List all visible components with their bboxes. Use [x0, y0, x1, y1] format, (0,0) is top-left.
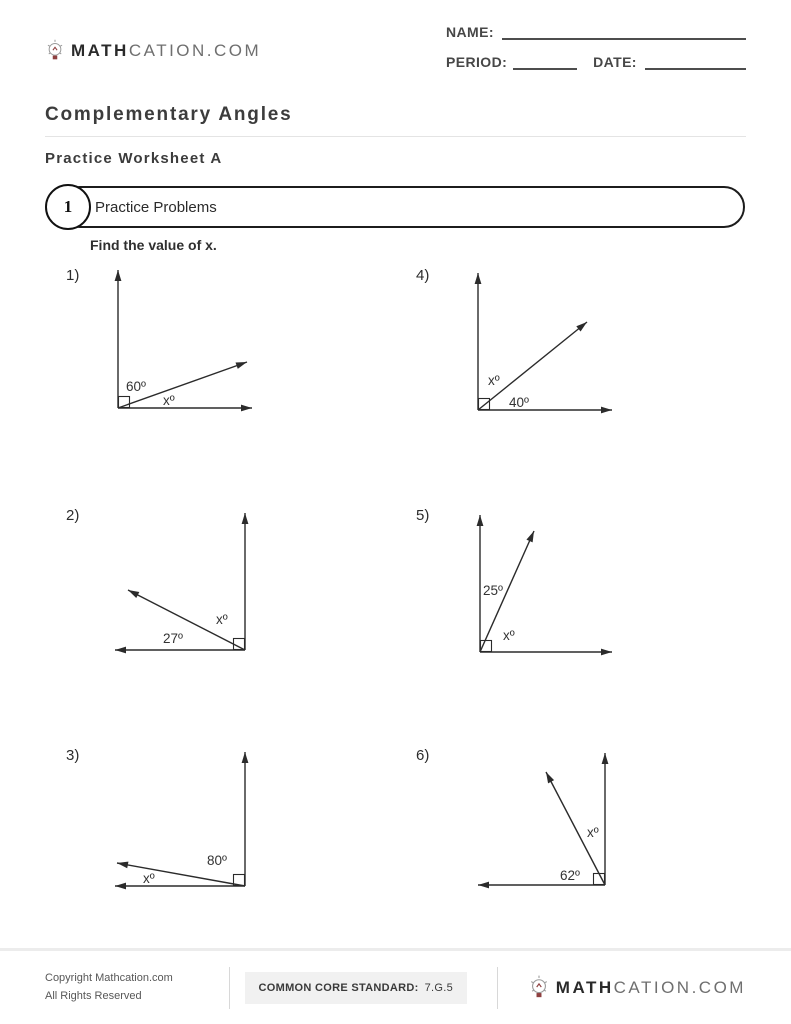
footer [0, 948, 791, 1024]
angle-diagram [410, 505, 760, 740]
problem-number: 5) [416, 507, 430, 524]
angle-label: xº [163, 393, 175, 408]
standard-label: COMMON CORE STANDARD: [258, 981, 419, 994]
footer-divider-left [229, 967, 230, 1009]
angle-label: xº [143, 871, 155, 886]
brand-light: CATION.COM [128, 41, 262, 60]
problem-number: 2) [66, 507, 80, 524]
brand-bold: MATH [555, 977, 614, 997]
lightbulb-icon [45, 38, 65, 64]
page-subtitle: Practice Worksheet A [45, 150, 223, 167]
angle-label: 25º [483, 583, 503, 598]
section-number: 1 [63, 197, 73, 216]
name-blank-line[interactable] [502, 25, 746, 40]
problems-grid [60, 265, 760, 985]
brand-bold: MATH [71, 41, 129, 60]
lightbulb-icon [528, 974, 550, 1002]
problem-number: 1) [66, 267, 80, 284]
brand-wordmark [556, 978, 746, 998]
page-title: Complementary Angles [45, 104, 293, 125]
angle-diagram [60, 505, 410, 740]
header-logo [45, 38, 261, 64]
copyright-line1: Copyright Mathcation.com [45, 972, 173, 985]
copyright [45, 970, 229, 1004]
angle-label: xº [488, 373, 500, 388]
angle-diagram [410, 745, 760, 980]
problem-number: 4) [416, 267, 430, 284]
date-label: DATE: [593, 54, 637, 70]
name-row [446, 24, 746, 40]
section-label: Practice Problems [95, 198, 217, 216]
angle-label: 62º [560, 868, 580, 883]
footer-logo [528, 974, 746, 1002]
problem-4 [410, 265, 760, 505]
date-blank-line[interactable] [645, 55, 746, 70]
instruction-text: Find the value of x. [90, 237, 217, 253]
section-pill [59, 186, 745, 228]
copyright-line2: All Rights Reserved [45, 989, 142, 1002]
brand-wordmark [71, 41, 261, 61]
angle-diagram [60, 745, 410, 980]
period-blank-line[interactable] [513, 55, 577, 70]
angle-label: 80º [207, 853, 227, 868]
angle-label: xº [503, 628, 515, 643]
period-date-row [446, 54, 746, 70]
problem-2 [60, 505, 410, 745]
angle-label: 40º [509, 395, 529, 410]
angle-diagram [410, 265, 760, 500]
footer-divider-right [497, 967, 498, 1009]
period-label: PERIOD: [446, 54, 508, 70]
problem-5 [410, 505, 760, 745]
angle-label: xº [216, 612, 228, 627]
angle-label: 60º [126, 379, 146, 394]
title-divider [45, 136, 746, 137]
name-label: NAME: [446, 24, 494, 40]
section-number-badge [45, 184, 91, 230]
section-header [45, 186, 745, 253]
problem-number: 3) [66, 747, 80, 764]
title-block [45, 104, 746, 167]
header [45, 24, 746, 84]
problem-number: 6) [416, 747, 430, 764]
brand-light: CATION.COM [613, 977, 746, 997]
student-info [446, 24, 746, 84]
angle-label: xº [587, 825, 599, 840]
standard-value: 7.G.5 [424, 981, 453, 994]
angle-diagram [60, 265, 410, 500]
angle-label: 27º [163, 631, 183, 646]
problem-1 [60, 265, 410, 505]
common-core-box [245, 972, 468, 1004]
